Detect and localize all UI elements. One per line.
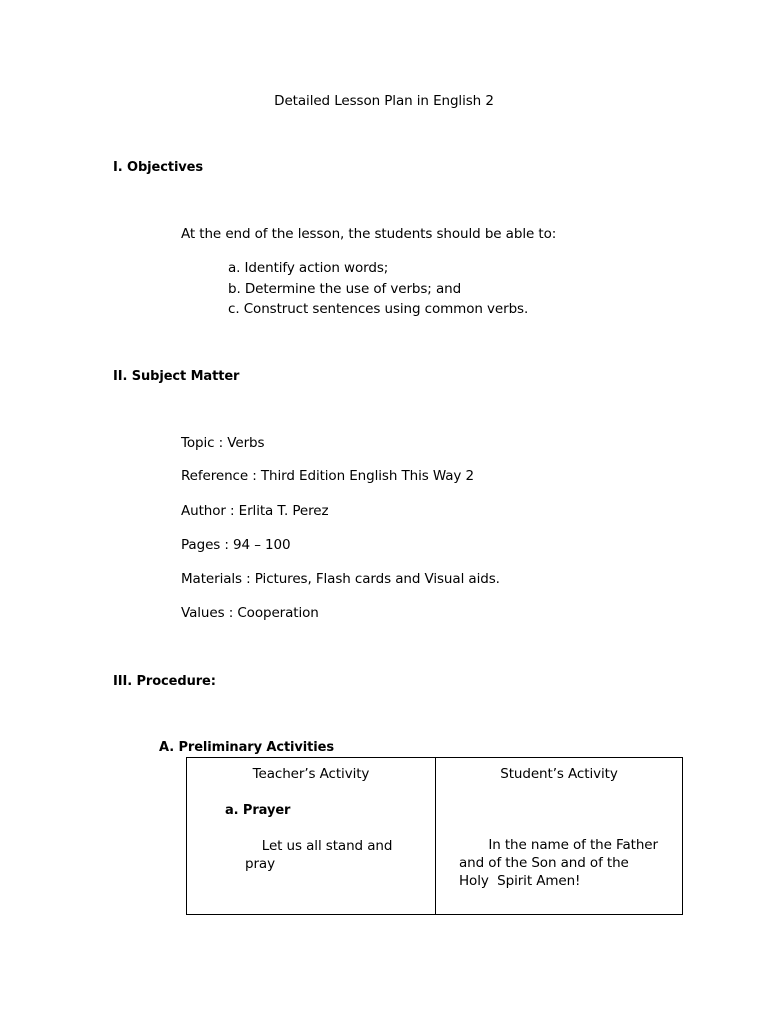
procedure-heading: III. Procedure: <box>113 674 216 689</box>
student-activity-line: In the name of the Father <box>459 837 658 853</box>
subject-matter-item: Author : Erlita T. Perez <box>181 503 329 519</box>
preliminary-activities-heading: A. Preliminary Activities <box>159 740 334 755</box>
subject-matter-item: Materials : Pictures, Flash cards and Visual aids. <box>181 571 500 587</box>
objective-item: b. Determine the use of verbs; and <box>228 281 462 297</box>
teacher-activity-line: pray <box>245 856 275 872</box>
document-title: Detailed Lesson Plan in English 2 <box>274 93 494 109</box>
objective-item: a. Identify action words; <box>228 260 389 276</box>
objectives-heading: I. Objectives <box>113 160 204 175</box>
subject-matter-item: Topic : Verbs <box>181 435 265 451</box>
subject-matter-item: Reference : Third Edition English This Way 2 <box>181 468 474 484</box>
subject-matter-item: Pages : 94 – 100 <box>181 537 291 553</box>
student-activity-line: Holy Spirit Amen! <box>459 873 581 889</box>
teacher-activity-line: Let us all stand and <box>245 838 393 854</box>
objectives-intro: At the end of the lesson, the students should be able to: <box>181 226 557 242</box>
student-activity-line: and of the Son and of the <box>459 855 629 871</box>
activity-table <box>186 757 683 915</box>
teacher-activity-header: Teacher’s Activity <box>252 766 370 782</box>
objective-item: c. Construct sentences using common verbs. <box>228 301 529 317</box>
subject-matter-heading: II. Subject Matter <box>113 369 240 384</box>
prayer-label: a. Prayer <box>225 803 291 818</box>
student-activity-header: Student’s Activity <box>500 766 618 782</box>
subject-matter-item: Values : Cooperation <box>181 605 319 621</box>
